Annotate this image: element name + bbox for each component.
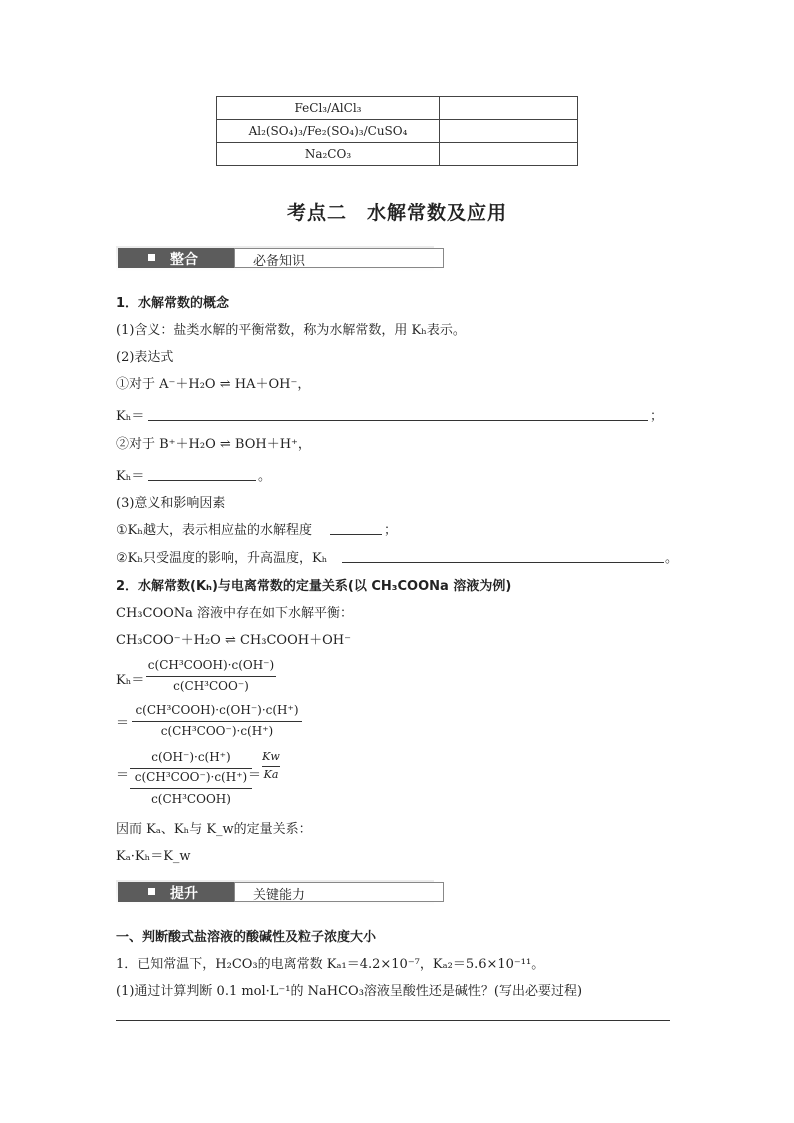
paragraph-relation-formula: Kₐ·Kₕ＝K_w [116,849,191,864]
kh-label-2: Kₕ＝ [116,469,145,484]
blank-line-kh2[interactable] [148,480,256,481]
paragraph-definition: (1)含义：盐类水解的平衡常数，称为水解常数，用 Kₕ表示。 [116,323,466,338]
heading-1: 1．水解常数的概念 [116,296,230,311]
ka-denominator: Ka [263,768,279,781]
table-row [217,120,578,143]
blank-line-temperature[interactable] [342,562,664,563]
paragraph-meaning-1: ①Kₕ越大，表示相应盐的水解程度 [116,523,312,538]
fraction-eq3 [130,748,252,812]
banner-dark-tab [118,248,234,268]
fraction-bar [146,676,276,677]
eq1-denominator: c(CH³COO⁻) [173,679,249,693]
table-cell-answer[interactable] [440,97,578,120]
salt-table [216,96,578,166]
paragraph-equilibrium-intro: CH₃COONa 溶液中存在如下水解平衡： [116,606,354,621]
eq2-lhs: ＝ [116,716,130,731]
square-icon [148,254,155,261]
paragraph-meaning: (3)意义和影响因素 [116,496,226,511]
banner-dark-label: 提升 [170,886,198,902]
table-cell-answer[interactable] [440,143,578,166]
banner-improve [116,880,434,906]
eq2-numerator: c(CH³COOH)·c(OH⁻)·c(H⁺) [135,703,299,717]
table-row [217,143,578,166]
table-cell-salt: Na₂CO₃ [217,143,440,166]
eq3-numerator: c(OH⁻)·c(H⁺) [151,750,231,764]
meaning-1-end: ； [384,523,398,538]
kh2-end: 。 [258,469,272,484]
banner-light-tab [234,882,444,902]
fraction-bar [132,721,302,722]
eq3-equals: ＝ [248,768,262,783]
meaning-2-end: 。 [665,551,679,566]
fraction-bar [130,768,252,769]
eq1-lhs: Kₕ＝ [116,673,145,688]
question-1-part-1: (1)通过计算判断 0.1 mol·L⁻¹的 NaHCO₃溶液呈酸性还是碱性？(写出必要过程) [116,984,583,999]
table-cell-salt: FeCl₃/AlCl₃ [217,97,440,120]
paragraph-case-a: ①对于 A⁻＋H₂O ⇌ HA＋OH⁻， [116,377,311,392]
banner-dark-tab [118,882,234,902]
fraction-bar-inner [130,788,252,789]
square-icon [148,888,155,895]
eq3-inner-numerator: c(CH³COO⁻)·c(H⁺) [134,770,248,784]
eq2-denominator: c(CH³COO⁻)·c(H⁺) [160,724,274,738]
fraction-kw-ka [262,750,280,790]
paragraph-meaning-2: ②Kₕ只受温度的影响，升高温度，Kₕ [116,551,328,566]
fraction-eq1 [146,656,276,696]
table-cell-answer[interactable] [440,120,578,143]
banner-light-label: 关键能力 [253,888,306,903]
eq1-numerator: c(CH³COOH)·c(OH⁻) [147,658,275,672]
table-cell-salt: Al₂(SO₄)₃/Fe₂(SO₄)₃/CuSO₄ [217,120,440,143]
banner-light-tab [234,248,444,268]
section-title: 考点二 水解常数及应用 [286,202,507,224]
answer-line[interactable] [116,1020,670,1021]
banner-integrate [116,246,434,272]
fraction-bar [262,766,280,767]
blank-line-kh1[interactable] [148,420,648,421]
blank-line-degree[interactable] [330,534,382,535]
question-1: 1．已知常温下，H₂CO₃的电离常数 Kₐ₁＝4.2×10⁻⁷，Kₐ₂＝5.6×10⁻¹¹。 [116,957,545,972]
fraction-eq2 [132,702,302,742]
kh-label-1: Kₕ＝ [116,409,145,424]
paragraph-case-b: ②对于 B⁺＋H₂O ⇌ BOH＋H⁺， [116,437,311,452]
banner-dark-label: 整合 [170,252,198,268]
table-row [217,97,578,120]
heading-3: 一、判断酸式盐溶液的酸碱性及粒子浓度大小 [116,930,377,945]
banner-light-label: 必备知识 [253,254,306,269]
kw-numerator: Kw [262,750,280,763]
eq3-inner-denominator: c(CH³COOH) [151,792,231,806]
paragraph-expression: (2)表达式 [116,350,174,365]
paragraph-relation: 因而 Kₐ、Kₕ与 K_w的定量关系： [116,822,312,837]
heading-2: 2．水解常数(Kₕ)与电离常数的定量关系(以 CH₃COONa 溶液为例) [116,579,512,594]
kh1-end: ； [650,409,664,424]
paragraph-equilibrium: CH₃COO⁻＋H₂O ⇌ CH₃COOH＋OH⁻ [116,633,351,648]
eq3-lhs: ＝ [116,768,130,783]
